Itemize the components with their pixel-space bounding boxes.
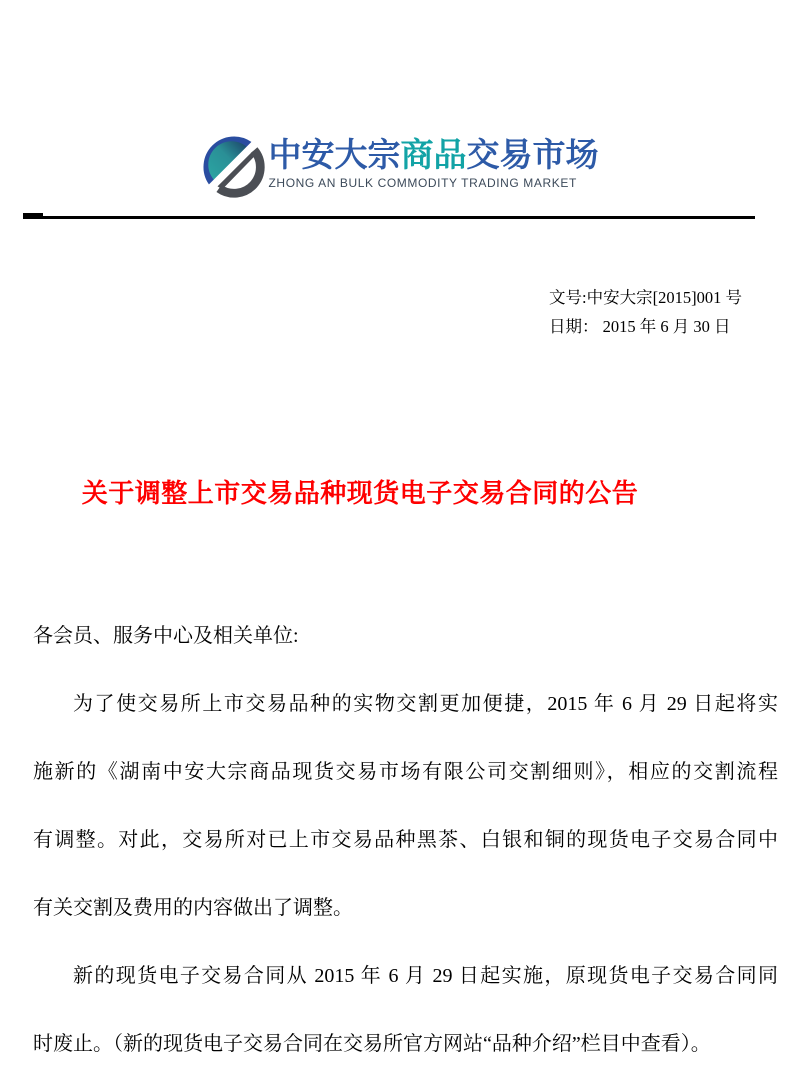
text-line: 施新的《湖南中安大宗商品现货交易市场有限公司交割细则》，相应的交割流程 <box>33 761 778 783</box>
company-name-en: ZHONG AN BULK COMMODITY TRADING MARKET <box>268 176 577 190</box>
text-line: 有关交割及费用的内容做出了调整。 <box>33 897 353 919</box>
text-line: 有调整。对此，交易所对已上市交易品种黑茶、白银和铜的现货电子交易合同中 <box>33 829 778 851</box>
paragraph <box>33 670 778 942</box>
text-line: 为了使交易所上市交易品种的实物交割更加便捷，2015 年 6 月 29 日起将实 <box>73 693 778 715</box>
company-logo <box>0 135 800 199</box>
salutation: 各会员、服务中心及相关单位: <box>33 625 299 647</box>
page-title: 关于调整上市交易品种现货电子交易合同的公告 <box>81 478 639 508</box>
doc-date: 日期： 2015 年 6 月 30 日 <box>549 317 731 336</box>
company-logo-text <box>269 137 599 190</box>
paragraph <box>33 942 778 1078</box>
header-divider-rule <box>23 216 755 219</box>
company-name-cn <box>269 137 599 173</box>
document-body <box>33 602 778 1078</box>
doc-number: 文号:中安大宗[2015]001 号 <box>549 288 742 307</box>
company-name-cn-part2: 商品 <box>400 136 467 173</box>
letterhead <box>0 0 800 219</box>
text-line: 新的现货电子交易合同从 2015 年 6 月 29 日起实施，原现货电子交易合同同 <box>73 965 778 987</box>
text-line: 时废止。（新的现货电子交易合同在交易所官方网站“品种介绍”栏目中查看）。 <box>33 1033 711 1055</box>
company-name-cn-part1: 中安大宗 <box>268 136 401 173</box>
doc-meta <box>549 283 742 341</box>
company-logo-icon <box>202 135 266 199</box>
company-name-cn-part3: 交易市场 <box>466 136 599 173</box>
